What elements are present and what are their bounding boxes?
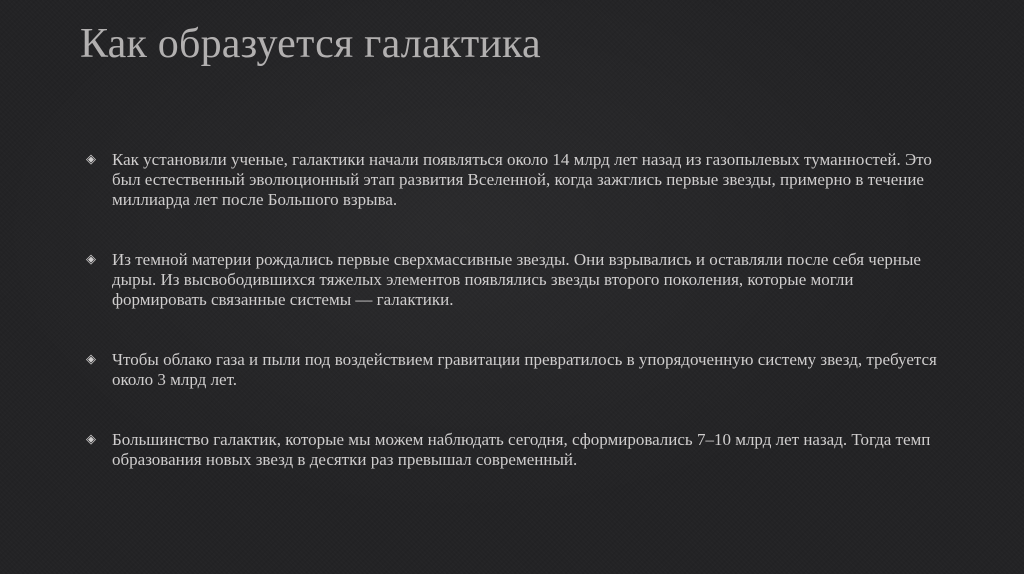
bullet-item-2 bbox=[86, 250, 946, 310]
bullet-item-4 bbox=[86, 430, 946, 470]
diamond-bullet-icon: ◈ bbox=[86, 252, 96, 267]
diamond-bullet-icon: ◈ bbox=[86, 352, 96, 367]
bullet-text: Большинство галактик, которые мы можем наблюдать сегодня, сформировались 7–10 млрд лет назад. Тогда темп образования новых звезд в десятки раз превышал современный. bbox=[112, 430, 931, 469]
bullet-item-3 bbox=[86, 350, 946, 390]
bullet-text: Из темной материи рождались первые сверхмассивные звезды. Они взрывались и оставляли после себя черные дыры. Из высвободившихся тяжелых элементов появлялись звезды второго поколения, которые могли формировать связанные системы — галактики. bbox=[112, 250, 921, 309]
bullet-text: Чтобы облако газа и пыли под воздействием гравитации превратилось в упорядоченную систему звезд, требуется около 3 млрд лет. bbox=[112, 350, 937, 389]
bullet-list bbox=[86, 150, 946, 510]
slide-title: Как образуется галактика bbox=[80, 21, 541, 67]
bullet-text: Как установили ученые, галактики начали появляться около 14 млрд лет назад из газопылевых туманностей. Это был естественный эволюционный этап развития Вселенной, когда зажглись первые звезды, примерно в течение миллиарда лет после Большого взрыва. bbox=[112, 150, 932, 209]
diamond-bullet-icon: ◈ bbox=[86, 152, 96, 167]
bullet-item-1 bbox=[86, 150, 946, 210]
diamond-bullet-icon: ◈ bbox=[86, 432, 96, 447]
